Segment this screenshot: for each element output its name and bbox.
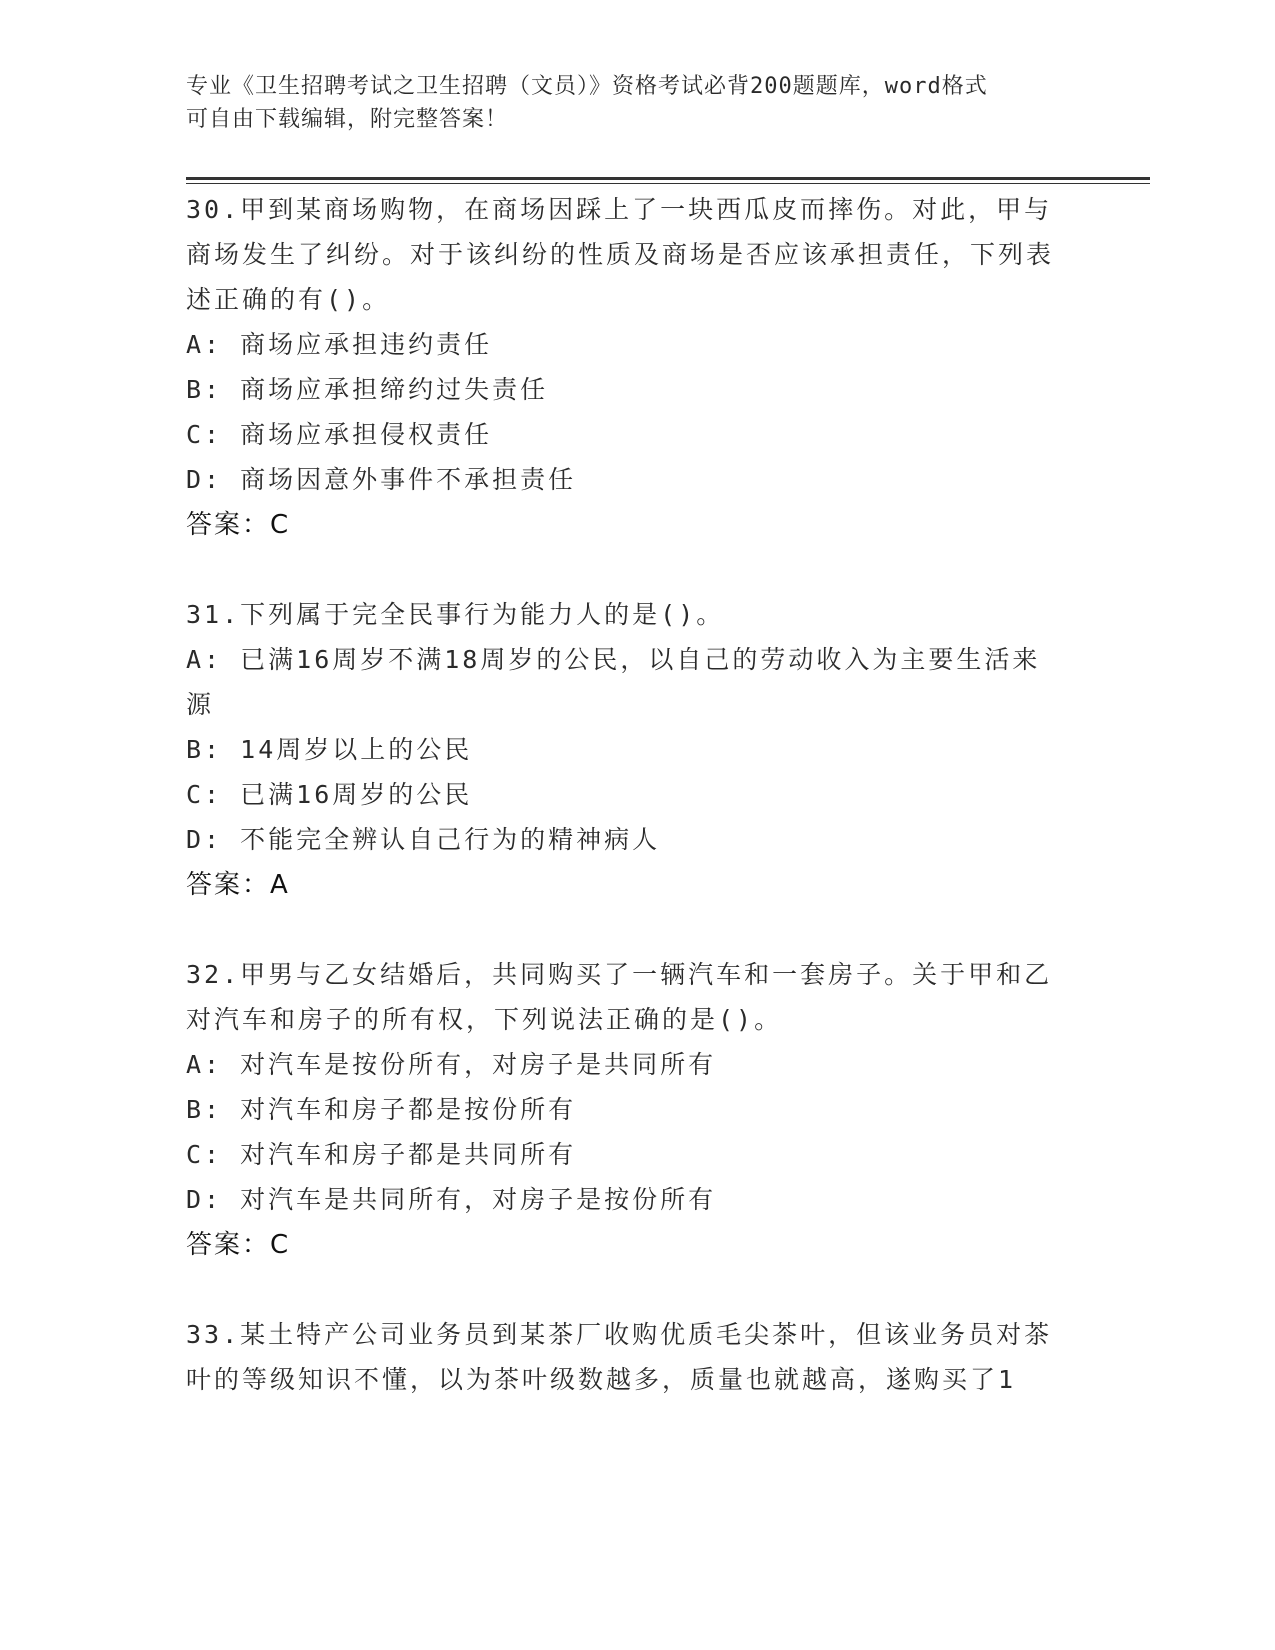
header-divider-thin [186, 183, 1150, 184]
document-header [186, 70, 1086, 136]
question-32 [186, 952, 1066, 1268]
answer-line: 答案：C [186, 1230, 291, 1260]
option-b: B: 商场应承担缔约过失责任 [186, 375, 549, 404]
header-divider-thick [186, 177, 1150, 180]
option-d: D: 对汽车是共同所有，对房子是按份所有 [186, 1185, 717, 1214]
option-c: C: 商场应承担侵权责任 [186, 420, 493, 449]
question-stem: 30.甲到某商场购物，在商场因踩上了一块西瓜皮而摔伤。对此，甲与商场发生了纠纷。对于该纠纷的性质及商场是否应该承担责任，下列表述正确的有()。 [186, 195, 1055, 314]
answer-line: 答案：A [186, 870, 290, 900]
question-stem: 33.某土特产公司业务员到某茶厂收购优质毛尖茶叶，但该业务员对茶叶的等级知识不懂，以为茶叶级数越多，质量也就越高，遂购买了1 [186, 1320, 1053, 1394]
option-d: D: 不能完全辨认自己行为的精神病人 [186, 825, 661, 854]
option-a: A: 对汽车是按份所有，对房子是共同所有 [186, 1050, 717, 1079]
option-b: B: 对汽车和房子都是按份所有 [186, 1095, 577, 1124]
question-list [186, 187, 1066, 1402]
question-stem: 32.甲男与乙女结婚后，共同购买了一辆汽车和一套房子。关于甲和乙对汽车和房子的所有权，下列说法正确的是()。 [186, 960, 1053, 1034]
question-31 [186, 592, 1066, 908]
answer-line: 答案：C [186, 510, 291, 540]
question-33 [186, 1312, 1066, 1402]
option-a: A: 商场应承担违约责任 [186, 330, 493, 359]
question-30 [186, 187, 1066, 548]
option-c: C: 对汽车和房子都是共同所有 [186, 1140, 577, 1169]
option-d: D: 商场因意外事件不承担责任 [186, 465, 577, 494]
option-c: C: 已满16周岁的公民 [186, 780, 473, 809]
header-line-2: 可自由下载编辑，附完整答案！ [186, 107, 509, 132]
option-a: A: 已满16周岁不满18周岁的公民，以自己的劳动收入为主要生活来源 [186, 645, 1041, 719]
option-b: B: 14周岁以上的公民 [186, 735, 473, 764]
header-line-1: 专业《卫生招聘考试之卫生招聘（文员）》资格考试必背200题题库，word格式 [186, 74, 988, 99]
question-stem: 31.下列属于完全民事行为能力人的是()。 [186, 600, 725, 629]
